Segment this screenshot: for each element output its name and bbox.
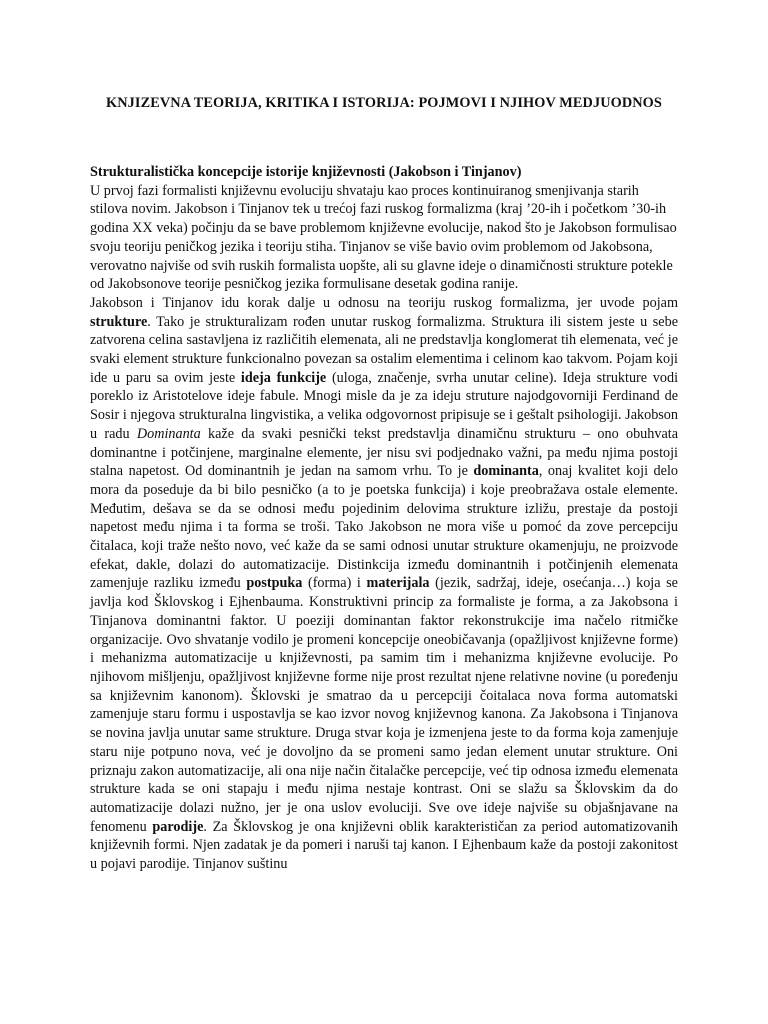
term-postpuka: postpuka: [246, 575, 303, 592]
paragraph-intro: U prvoj fazi formalisti književnu evoluciju shvataju kao proces kontinuiranog smenjivanja starih stilova novim. Jakobson i Tinjanov tek u trećoj fazi ruskog formalizma (kraj ’20-ih i početkom ’30-ih godina XX veka) počinju da se bave problemom književne evolucije, nakod što je Jakobson formulisao svoju teoriju peničkog jezika i teoriju stiha. Tinjanov se više bavio ovim problemom od Jakobsona, verovatno najviše od svih ruskih formalista uopšte, ali su glavne ideje o dinamičnosti strukture potekle od Jakobsonove teorije pesničkog jezika formulisane desetak godina ranije.: [90, 182, 677, 293]
term-strukture: strukture: [90, 313, 148, 330]
term-ideja-funkcije: ideja funkcije: [240, 369, 327, 386]
text-run: (forma) i: [302, 575, 367, 592]
term-materijala: materijala: [366, 575, 430, 592]
term-dominanta: dominanta: [473, 463, 539, 480]
document-body: [90, 163, 678, 874]
text-run: (uloga, značenje, svrha unutar celine). Ideja strukture vodi poreklo iz Aristotelove ideje fabule. Mnogi misle da je za ideju struture najodgovorniji Ferdinand de Sosir i njegova strukturalna lingvistika, a velika odgovornost pripisuje se i geštalt psihologiji. Jakobson u radu: [90, 369, 679, 442]
document-title: KNJIZEVNA TEORIJA, KRITIKA I ISTORIJA: POJMOVI I NJIHOV MEDJUODNOS: [106, 95, 662, 111]
paragraph-structure: [90, 294, 678, 874]
text-run: (jezik, sadržaj, ideje, osećanja…) koja se javlja kod Šklovskog i Ejhenbauma. Konstruktivni princip za formaliste je forma, a za Jakobsona i Tinjanova dominantni faktor. U poeziji dominantan faktor rekonstrukcije ima načelo ritmičke organizacije. Ovo shvatanje vodilo je promeni koncepcije oneobičavanja (opažljivost književne forme) i mehanizma automatizacije u književnosti, pa samim tim i mehanizma književne evolucije. Po njihovom mišljenju, opažljivost književne forme nije prost rezultat njene relativne novine (u poređenju sa književnim kanonom). Šklovski je smatrao da u percepciji čoitalaca nova forma automatski zamenjuje staru formu i uspostavlja se kao izvor novog književnog kanona. Za Jakobsona i Tinjanova se novina javlja unutar same strukture. Druga stvar koja je izmenjena jeste to da forma koja zamenjuje staru nije potpuno nova, već je dovoljno da se promeni samo jedan element unutar strukture. Oni priznaju zakon automatizacije, ali ona nije način čitalačke percepcije, već tip odnosa između elemenata strukture kada se oni stapaju i među njima nestaje kontrast. Oni se slažu sa Šklovskim da do automatizacije dolazi nužno, jer je ona uslov evoluciji. Sve ove ideje najviše su objašnjavane na fenomenu: [90, 575, 678, 835]
text-run: , onaj kvalitet koji delo mora da poseduje da bi bilo pesničko (a to je poetska funkcija) i koje preobražava ostale elemente. Međutim, dešava se da se odnosi među pojedinim delovima strukture izližu, prestaje da postoji napetost među njima i ta forma se troši. Tako Jakobson ne mora više u pomoć da zove percepciju čitalaca, koji traže nešto novo, već kaže da se sami odnosi unutar strukture okamenjuju, ne proizvode efekat, dakle, dolazi do automatizacije. Distinkcija između dominantnih i potčinjenih elemenata zamenjuje razliku između: [90, 463, 678, 592]
work-title-dominanta: Dominanta: [136, 425, 201, 442]
text-run: Jakobson i Tinjanov idu korak dalje u odnosu na teoriju ruskog formalizma, jer uvode pojam: [90, 294, 678, 311]
text-run: . Tako je strukturalizam rođen unutar ruskog formalizma. Struktura ili sistem jeste u sebe zatvorena celina sastavljena iz različitih elemenata, ali ne predstavlja konglomerat tih elemenata, već je svaki element strukture funkcionalno povezan sa ostalim elementima i celinom kao takvom. Pojam koji ide u paru sa ovim jeste: [90, 313, 678, 386]
term-parodije: parodije: [152, 818, 204, 835]
section-heading: Strukturalistička koncepcije istorije književnosti (Jakobson i Tinjanov): [90, 164, 522, 180]
text-run: . Za Šklovskog je ona književni oblik karakterističan za period automatizovanih književnih formi. Njen zadatak je da pomeri i naruši taj kanon. I Ejhenbaum kaže da postoji zakonitost u pojavi parodije. Tinjanov suštinu: [90, 818, 678, 873]
text-run: kaže da svaki pesnički tekst predstavlja dinamičnu strukturu – ono obuhvata dominantne i potčinjene, marginalne elemente, jer nisu svi podjednako važni, pa među njima postoji stalna napetost. Od dominantnih je jedan na samom vrhu. To je: [90, 425, 678, 480]
